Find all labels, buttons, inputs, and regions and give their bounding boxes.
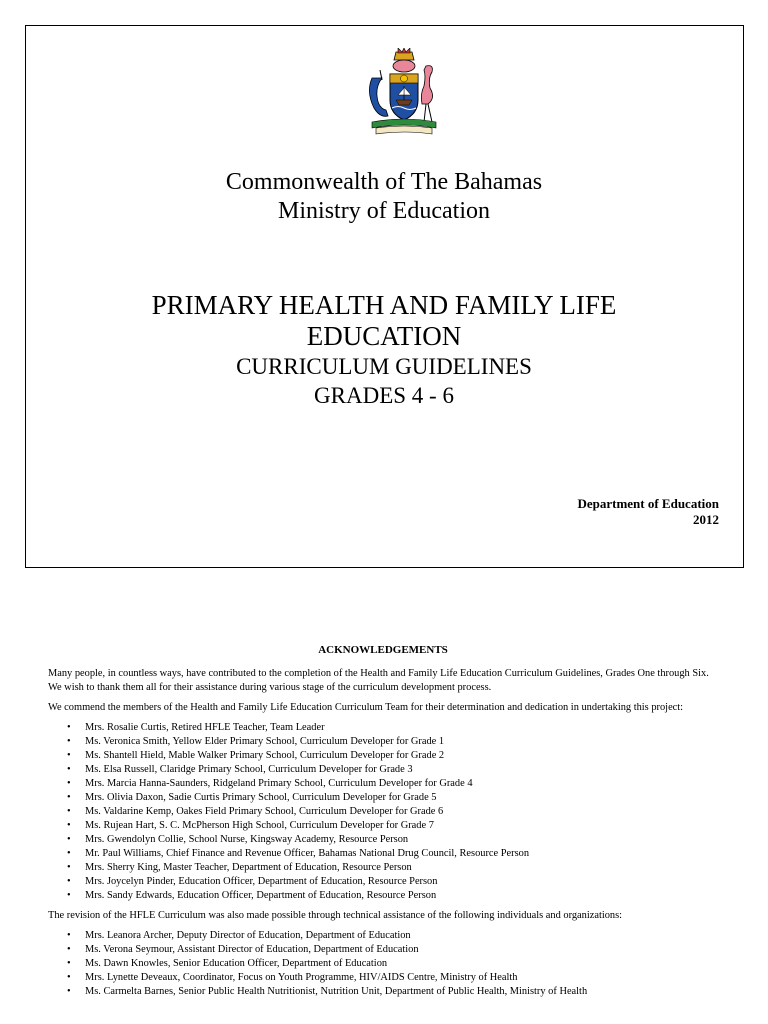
title-line-4: GRADES 4 - 6 — [314, 383, 454, 408]
list-item: • Mr. Paul Williams, Chief Finance and Revenue Officer, Bahamas National Drug Council, Resource Person — [67, 847, 718, 861]
list-item: • Mrs. Marcia Hanna-Saunders, Ridgeland Primary School, Curriculum Developer for Grade 4 — [67, 777, 718, 791]
list-item: • Mrs. Olivia Daxon, Sadie Curtis Primary School, Curriculum Developer for Grade 5 — [67, 791, 718, 805]
list-item: • Ms. Veronica Smith, Yellow Elder Primary School, Curriculum Developer for Grade 1 — [67, 735, 718, 749]
list-item: • Ms. Verona Seymour, Assistant Director of Education, Department of Education — [67, 943, 718, 957]
list-item: • Ms. Rujean Hart, S. C. McPherson High School, Curriculum Developer for Grade 7 — [67, 819, 718, 833]
list-item: • Mrs. Sandy Edwards, Education Officer, Department of Education, Resource Person — [67, 889, 718, 903]
cover-page — [25, 25, 744, 568]
list-item: • Mrs. Joycelyn Pinder, Education Officer, Department of Education, Resource Person — [67, 875, 718, 889]
list-item: • Mrs. Leanora Archer, Deputy Director of Education, Department of Education — [67, 929, 718, 943]
department-block — [577, 496, 719, 528]
ack-paragraph-2: We commend the members of the Health and Family Life Education Curriculum Team for their determination and dedication in undertaking this project: — [48, 702, 684, 713]
document-title — [26, 290, 742, 410]
title-line-2: EDUCATION — [306, 321, 462, 351]
bahamas-coat-of-arms — [362, 48, 446, 136]
list-item: • Ms. Dawn Knowles, Senior Education Officer, Department of Education — [67, 957, 718, 971]
team-list — [48, 721, 718, 903]
title-line-3: CURRICULUM GUIDELINES — [236, 354, 532, 379]
organization-heading — [26, 168, 742, 226]
publication-year: 2012 — [693, 512, 719, 527]
org-name-line: Commonwealth of The Bahamas — [225, 169, 543, 195]
title-line-1: PRIMARY HEALTH AND FAMILY LIFE — [151, 290, 617, 320]
ministry-name-line: Ministry of Education — [278, 198, 490, 224]
acknowledgements-heading: ACKNOWLEDGEMENTS — [318, 644, 448, 656]
assistance-list — [48, 929, 718, 999]
list-item: • Mrs. Lynette Deveaux, Coordinator, Focus on Youth Programme, HIV/AIDS Centre, Ministry of Health — [67, 971, 718, 985]
ack-paragraph-1: Many people, in countless ways, have contributed to the completion of the Health and Family Life Education Curriculum Guidelines, Grades One through Six. We wish to thank them all for their assistance during various stage of the curriculum development process. — [48, 668, 709, 693]
list-item: • Mrs. Gwendolyn Collie, School Nurse, Kingsway Academy, Resource Person — [67, 833, 718, 847]
list-item: • Ms. Elsa Russell, Claridge Primary School, Curriculum Developer for Grade 3 — [67, 763, 718, 777]
list-item: • Mrs. Sherry King, Master Teacher, Department of Education, Resource Person — [67, 861, 718, 875]
department-name: Department of Education — [577, 496, 719, 511]
list-item: • Ms. Valdarine Kemp, Oakes Field Primary School, Curriculum Developer for Grade 6 — [67, 805, 718, 819]
list-item: • Mrs. Rosalie Curtis, Retired HFLE Teacher, Team Leader — [67, 721, 718, 735]
acknowledgements-section — [48, 643, 718, 1005]
list-item: • Ms. Shantell Hield, Mable Walker Primary School, Curriculum Developer for Grade 2 — [67, 749, 718, 763]
list-item: • Ms. Carmelta Barnes, Senior Public Health Nutritionist, Nutrition Unit, Department of Public Health, Ministry of Health — [67, 985, 718, 999]
ack-paragraph-3: The revision of the HFLE Curriculum was also made possible through technical assistance of the following individuals and organizations: — [48, 910, 623, 921]
